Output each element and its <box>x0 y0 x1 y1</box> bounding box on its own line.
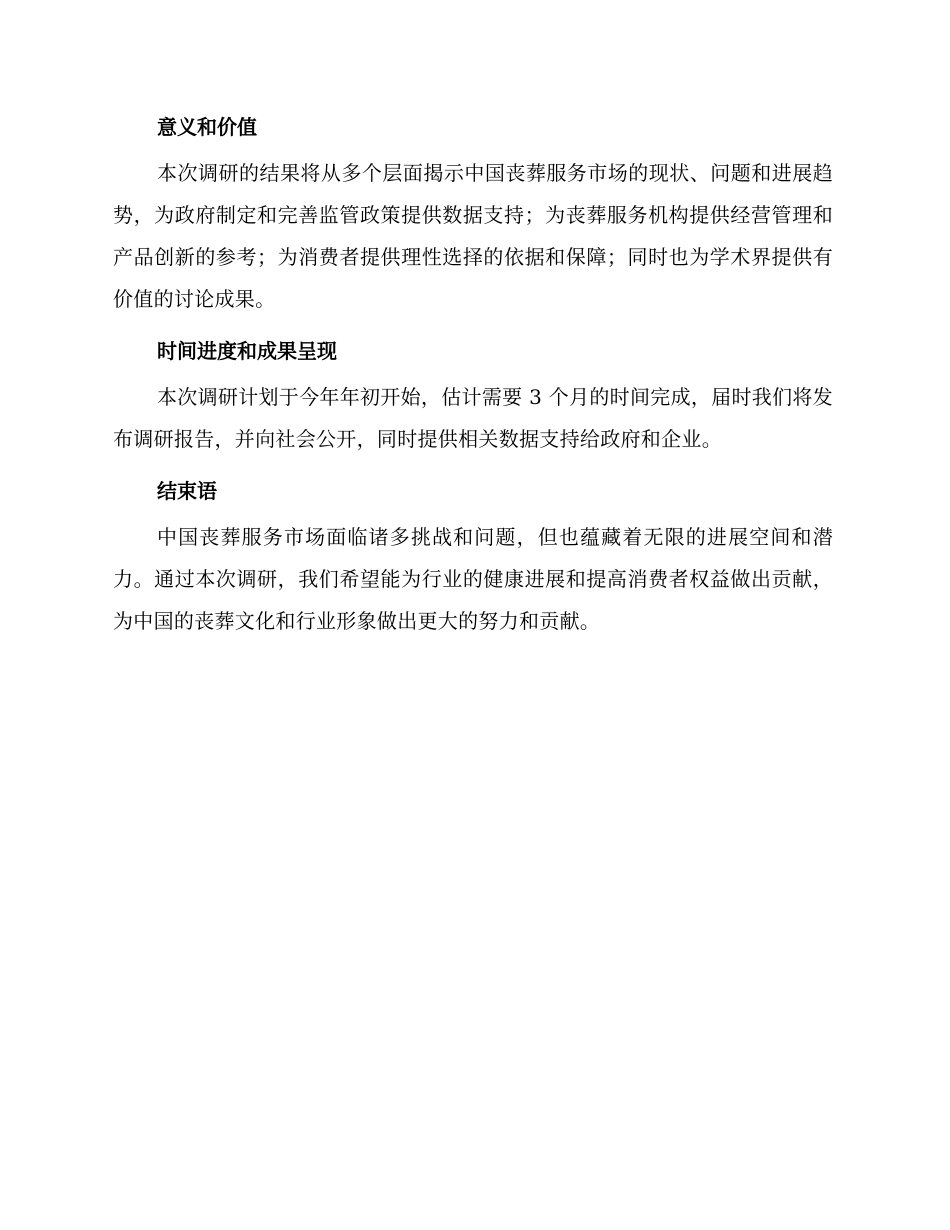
section-schedule <box>113 332 833 460</box>
document-page <box>113 108 833 654</box>
section-paragraph: 本次调研计划于今年年初开始，估计需要 3 个月的时间完成，届时我们将发布调研报告，并向社会公开，同时提供相关数据支持给政府和企业。 <box>113 385 833 451</box>
section-heading: 时间进度和成果呈现 <box>157 339 337 363</box>
section-conclusion <box>113 472 833 642</box>
section-heading: 意义和价值 <box>157 115 257 139</box>
section-paragraph: 中国丧葬服务市场面临诸多挑战和问题，但也蕴藏着无限的进展空间和潜力。通过本次调研，我们希望能为行业的健康进展和提高消费者权益做出贡献，为中国的丧葬文化和行业形象做出更大的努力和贡献。 <box>113 525 833 633</box>
section-heading: 结束语 <box>157 479 217 503</box>
section-significance <box>113 108 833 320</box>
section-paragraph: 本次调研的结果将从多个层面揭示中国丧葬服务市场的现状、问题和进展趋势，为政府制定和完善监管政策提供数据支持；为丧葬服务机构提供经营管理和产品创新的参考；为消费者提供理性选择的依据和保障；同时也为学术界提供有价值的讨论成果。 <box>113 161 833 311</box>
